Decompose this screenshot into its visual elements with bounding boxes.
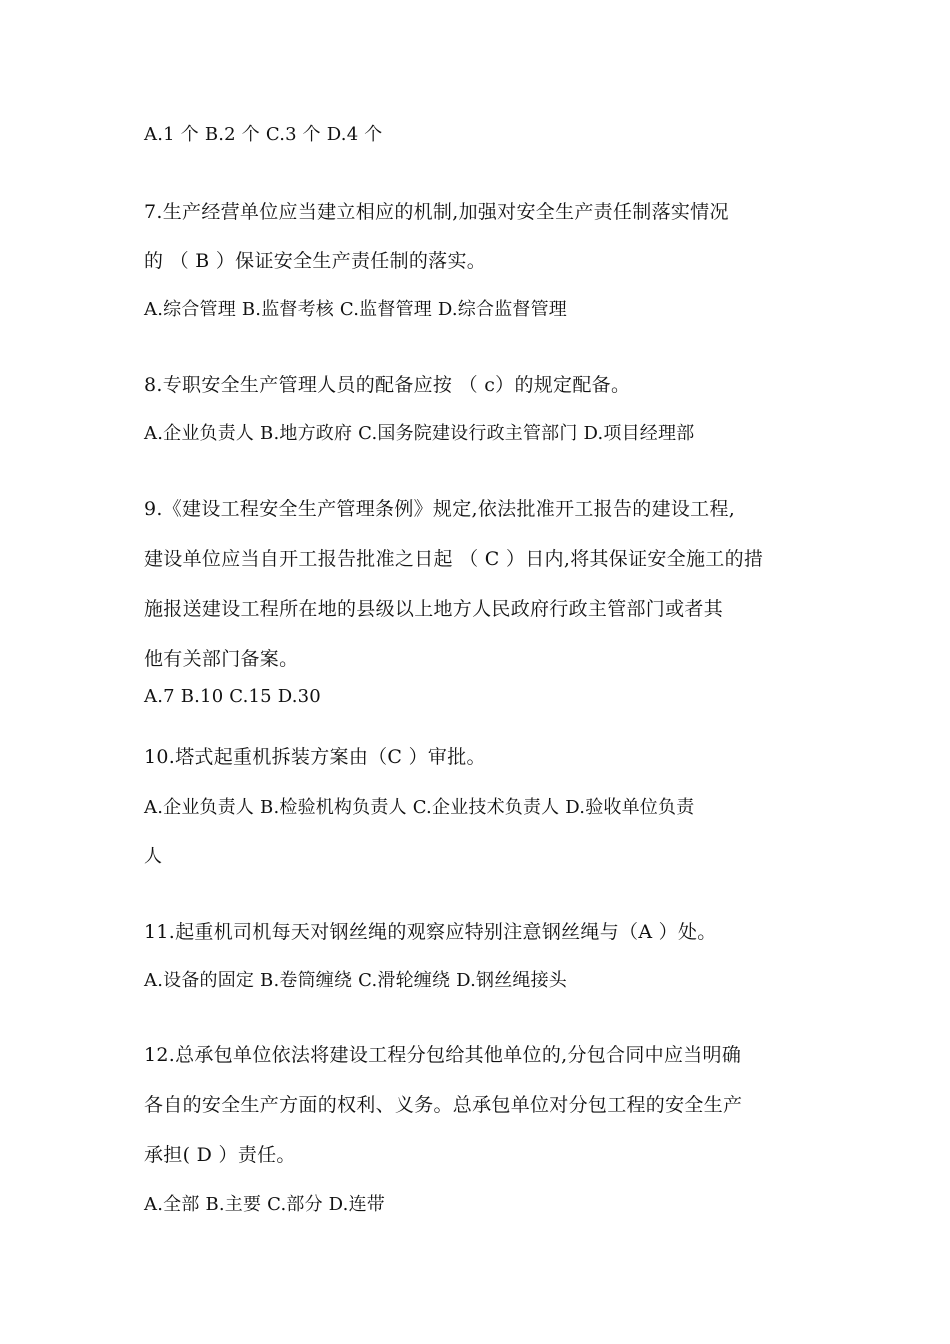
q6-options: A.1 个 B.2 个 C.3 个 D.4 个 bbox=[144, 124, 383, 145]
q8-text-line-1: 8.专职安全生产管理人员的配备应按 （ c）的规定配备。 bbox=[144, 374, 631, 396]
q9-text-line-3: 施报送建设工程所在地的县级以上地方人民政府行政主管部门或者其 bbox=[144, 598, 724, 620]
q12-options: A.全部 B.主要 C.部分 D.连带 bbox=[144, 1194, 385, 1215]
q9-text-line-4: 他有关部门备案。 bbox=[144, 648, 299, 670]
q8-options: A.企业负责人 B.地方政府 C.国务院建设行政主管部门 D.项目经理部 bbox=[144, 423, 695, 444]
q9-options: A.7 B.10 C.15 D.30 bbox=[144, 686, 321, 707]
q10-options-line-2: 人 bbox=[144, 846, 163, 867]
q7-text-line-2: 的 （ B ）保证安全生产责任制的落实。 bbox=[144, 250, 487, 272]
q7-options: A.综合管理 B.监督考核 C.监督管理 D.综合监督管理 bbox=[144, 299, 567, 320]
q12-text-line-2: 各自的安全生产方面的权利、义务。总承包单位对分包工程的安全生产 bbox=[144, 1094, 743, 1116]
q7-text-line-1: 7.生产经营单位应当建立相应的机制,加强对安全生产责任制落实情况 bbox=[144, 201, 729, 223]
q11-options: A.设备的固定 B.卷筒缠绕 C.滑轮缠绕 D.钢丝绳接头 bbox=[144, 970, 567, 991]
q12-text-line-1: 12.总承包单位依法将建设工程分包给其他单位的,分包合同中应当明确 bbox=[144, 1044, 742, 1066]
q10-text-line-1: 10.塔式起重机拆装方案由（C ）审批。 bbox=[144, 746, 486, 768]
q9-text-line-1: 9.《建设工程安全生产管理条例》规定,依法批准开工报告的建设工程, bbox=[144, 498, 736, 520]
q11-text-line-1: 11.起重机司机每天对钢丝绳的观察应特别注意钢丝绳与（A ）处。 bbox=[144, 921, 717, 943]
q12-text-line-3: 承担( D ）责任。 bbox=[144, 1144, 296, 1166]
q10-options-line-1: A.企业负责人 B.检验机构负责人 C.企业技术负责人 D.验收单位负责 bbox=[144, 797, 695, 818]
q9-text-line-2: 建设单位应当自开工报告批准之日起 （ C ）日内,将其保证安全施工的措 bbox=[144, 548, 764, 570]
